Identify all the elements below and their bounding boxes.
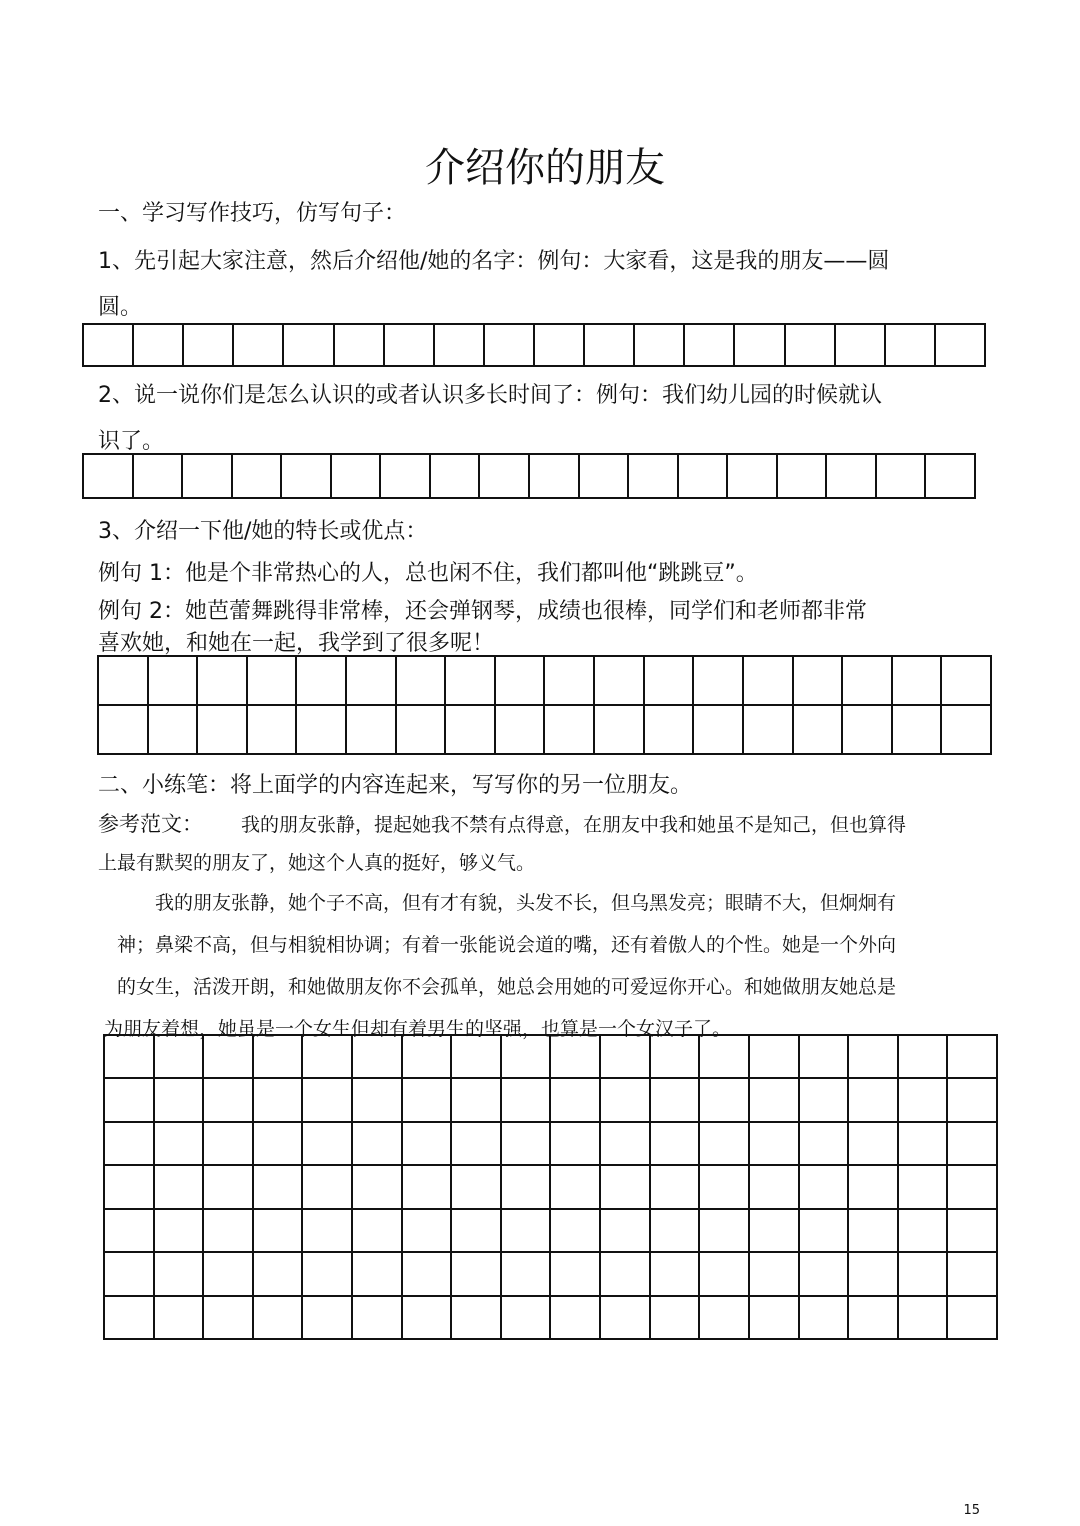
item2-text-cont: 识了。 [98, 429, 165, 454]
grid-cell[interactable] [403, 1253, 453, 1296]
grid-cell[interactable] [694, 706, 744, 755]
grid-cell[interactable] [750, 1079, 800, 1122]
grid-cell[interactable] [585, 325, 635, 367]
grid-cell[interactable] [843, 706, 893, 755]
grid-cell[interactable] [936, 325, 986, 367]
grid-cell[interactable] [353, 1166, 403, 1209]
grid-cell[interactable] [778, 455, 828, 499]
grid-cell[interactable] [651, 1036, 701, 1079]
grid-cell[interactable] [381, 455, 431, 499]
grid-cell[interactable] [105, 1210, 155, 1253]
grid-cell[interactable] [234, 325, 284, 367]
grid-cell[interactable] [431, 455, 481, 499]
grid-cell[interactable] [886, 325, 936, 367]
grid-cell[interactable] [899, 1166, 949, 1209]
grid-cell[interactable] [303, 1210, 353, 1253]
grid-cell[interactable] [700, 1253, 750, 1296]
grid-cell[interactable] [284, 325, 334, 367]
grid-cell[interactable] [254, 1079, 304, 1122]
grid-cell[interactable] [502, 1166, 552, 1209]
grid-cell[interactable] [496, 706, 546, 755]
grid-cell[interactable] [485, 325, 535, 367]
grid-cell[interactable] [452, 1166, 502, 1209]
grid-cell[interactable] [502, 1123, 552, 1166]
grid-cell[interactable] [651, 1166, 701, 1209]
grid-cell[interactable] [899, 1253, 949, 1296]
sample-paragraph-line: 的女生，活泼开朗，和她做朋友你不会孤单，她总会用她的可爱逗你开心。和她做朋友她总是 [117, 976, 897, 998]
grid-cell[interactable] [303, 1079, 353, 1122]
grid-cell[interactable] [502, 1079, 552, 1122]
grid-cell[interactable] [849, 1036, 899, 1079]
grid-cell[interactable] [403, 1036, 453, 1079]
grid-cell[interactable] [800, 1036, 850, 1079]
grid-cell[interactable] [297, 706, 347, 755]
grid-cell[interactable] [551, 1297, 601, 1340]
grid-cell[interactable] [452, 1210, 502, 1253]
grid-cell[interactable] [700, 1079, 750, 1122]
grid-cell[interactable] [750, 1210, 800, 1253]
grid-cell[interactable] [385, 325, 435, 367]
grid-cell[interactable] [694, 657, 744, 706]
grid-cell[interactable] [601, 1210, 651, 1253]
grid-cell[interactable] [601, 1297, 651, 1340]
grid-cell[interactable] [601, 1079, 651, 1122]
grid-cell[interactable] [303, 1123, 353, 1166]
grid-cell[interactable] [750, 1166, 800, 1209]
grid-cell[interactable] [849, 1210, 899, 1253]
grid-cell[interactable] [948, 1253, 998, 1296]
grid-cell[interactable] [502, 1036, 552, 1079]
grid-cell[interactable] [942, 657, 992, 706]
grid-cell[interactable] [403, 1079, 453, 1122]
grid-cell[interactable] [155, 1297, 205, 1340]
grid-cell[interactable] [204, 1036, 254, 1079]
grid-cell[interactable] [948, 1036, 998, 1079]
grid-cell[interactable] [728, 455, 778, 499]
grid-cell[interactable] [651, 1079, 701, 1122]
grid-cell[interactable] [893, 706, 943, 755]
grid-cell[interactable] [700, 1036, 750, 1079]
grid-cell[interactable] [204, 1123, 254, 1166]
grid-cell[interactable] [353, 1079, 403, 1122]
grid-cell[interactable] [204, 1297, 254, 1340]
grid-cell[interactable] [452, 1123, 502, 1166]
grid-cell[interactable] [601, 1123, 651, 1166]
grid-cell[interactable] [403, 1210, 453, 1253]
grid-cell[interactable] [800, 1166, 850, 1209]
grid-cell[interactable] [551, 1210, 601, 1253]
grid-cell[interactable] [744, 657, 794, 706]
grid-cell[interactable] [303, 1166, 353, 1209]
grid-cell[interactable] [750, 1123, 800, 1166]
grid-cell[interactable] [551, 1036, 601, 1079]
grid-cell[interactable] [899, 1123, 949, 1166]
grid-cell[interactable] [84, 455, 134, 499]
grid-cell[interactable] [347, 706, 397, 755]
grid-cell[interactable] [629, 455, 679, 499]
grid-cell[interactable] [353, 1036, 403, 1079]
grid-cell[interactable] [204, 1166, 254, 1209]
grid-cell[interactable] [595, 657, 645, 706]
item3-example-2-cont: 喜欢她，和她在一起，我学到了很多呢！ [98, 631, 495, 656]
grid-cell[interactable] [794, 706, 844, 755]
grid-cell[interactable] [353, 1297, 403, 1340]
grid-cell[interactable] [601, 1253, 651, 1296]
grid-cell[interactable] [700, 1123, 750, 1166]
grid-cell[interactable] [105, 1253, 155, 1296]
grid-cell[interactable] [105, 1123, 155, 1166]
grid-cell[interactable] [335, 325, 385, 367]
grid-cell[interactable] [155, 1210, 205, 1253]
writing-grid-2[interactable] [82, 453, 976, 499]
grid-cell[interactable] [403, 1166, 453, 1209]
grid-cell[interactable] [700, 1166, 750, 1209]
grid-cell[interactable] [849, 1253, 899, 1296]
grid-cell[interactable] [948, 1123, 998, 1166]
grid-cell[interactable] [254, 1123, 304, 1166]
grid-cell[interactable] [84, 325, 134, 367]
grid-cell[interactable] [849, 1123, 899, 1166]
grid-cell[interactable] [942, 706, 992, 755]
grid-cell[interactable] [204, 1210, 254, 1253]
grid-cell[interactable] [303, 1253, 353, 1296]
item3-heading: 3、介绍一下他/她的特长或优点： [98, 519, 428, 544]
grid-cell[interactable] [948, 1166, 998, 1209]
grid-cell[interactable] [651, 1210, 701, 1253]
item3-example-2: 例句 2：她芭蕾舞跳得非常棒，还会弹钢琴，成绩也很棒，同学们和老师都非常 [98, 599, 867, 624]
sample-paragraph-line: 为朋友着想，她虽是一个女生但却有着男生的坚强，也算是一个女汉子了。 [104, 1018, 732, 1040]
writing-grid-3[interactable] [97, 655, 992, 755]
section1-heading: 一、学习写作技巧，仿写句子： [98, 201, 407, 226]
grid-cell[interactable] [452, 1253, 502, 1296]
grid-cell[interactable] [827, 455, 877, 499]
grid-cell[interactable] [679, 455, 729, 499]
grid-cell[interactable] [353, 1123, 403, 1166]
grid-cell[interactable] [700, 1297, 750, 1340]
grid-cell[interactable] [480, 455, 530, 499]
grid-cell[interactable] [545, 657, 595, 706]
grid-cell[interactable] [282, 455, 332, 499]
grid-cell[interactable] [452, 1036, 502, 1079]
grid-cell[interactable] [651, 1123, 701, 1166]
grid-cell[interactable] [297, 657, 347, 706]
grid-cell[interactable] [735, 325, 785, 367]
grid-cell[interactable] [452, 1297, 502, 1340]
grid-cell[interactable] [198, 706, 248, 755]
writing-grid-4[interactable] [103, 1034, 998, 1340]
grid-cell[interactable] [134, 325, 184, 367]
grid-cell[interactable] [926, 455, 976, 499]
grid-cell[interactable] [849, 1166, 899, 1209]
grid-cell[interactable] [155, 1253, 205, 1296]
grid-cell[interactable] [155, 1123, 205, 1166]
grid-cell[interactable] [685, 325, 735, 367]
grid-cell[interactable] [105, 1297, 155, 1340]
grid-cell[interactable] [446, 706, 496, 755]
grid-cell[interactable] [750, 1036, 800, 1079]
grid-cell[interactable] [184, 325, 234, 367]
grid-cell[interactable] [800, 1253, 850, 1296]
grid-cell[interactable] [248, 657, 298, 706]
grid-cell[interactable] [254, 1210, 304, 1253]
grid-cell[interactable] [149, 657, 199, 706]
grid-cell[interactable] [353, 1210, 403, 1253]
section2-heading: 二、小练笔：将上面学的内容连起来，写写你的另一位朋友。 [98, 773, 693, 798]
grid-cell[interactable] [99, 706, 149, 755]
sample-paragraph-line: 神；鼻梁不高，但与相貌相协调；有着一张能说会道的嘴，还有着傲人的个性。她是一个外向 [117, 934, 897, 956]
grid-cell[interactable] [700, 1210, 750, 1253]
grid-cell[interactable] [204, 1079, 254, 1122]
grid-cell[interactable] [601, 1036, 651, 1079]
grid-cell[interactable] [899, 1297, 949, 1340]
grid-cell[interactable] [397, 657, 447, 706]
grid-cell[interactable] [303, 1297, 353, 1340]
item3-example-1: 例句 1：他是个非常热心的人，总也闲不住，我们都叫他“跳跳豆”。 [98, 561, 758, 586]
grid-cell[interactable] [551, 1079, 601, 1122]
grid-cell[interactable] [332, 455, 382, 499]
grid-cell[interactable] [948, 1297, 998, 1340]
sample-label: 参考范文： [98, 812, 203, 836]
grid-cell[interactable] [744, 706, 794, 755]
grid-cell[interactable] [403, 1297, 453, 1340]
grid-cell[interactable] [635, 325, 685, 367]
grid-cell[interactable] [183, 455, 233, 499]
writing-grid-1[interactable] [82, 323, 986, 367]
grid-cell[interactable] [535, 325, 585, 367]
grid-cell[interactable] [786, 325, 836, 367]
grid-cell[interactable] [645, 706, 695, 755]
grid-cell[interactable] [155, 1079, 205, 1122]
grid-cell[interactable] [99, 657, 149, 706]
grid-cell[interactable] [530, 455, 580, 499]
grid-cell[interactable] [595, 706, 645, 755]
grid-cell[interactable] [254, 1036, 304, 1079]
grid-cell[interactable] [149, 706, 199, 755]
grid-cell[interactable] [254, 1166, 304, 1209]
grid-cell[interactable] [204, 1253, 254, 1296]
grid-cell[interactable] [254, 1253, 304, 1296]
grid-cell[interactable] [551, 1253, 601, 1296]
grid-cell[interactable] [353, 1253, 403, 1296]
grid-cell[interactable] [645, 657, 695, 706]
grid-cell[interactable] [254, 1297, 304, 1340]
grid-cell[interactable] [496, 657, 546, 706]
grid-cell[interactable] [105, 1166, 155, 1209]
grid-cell[interactable] [198, 657, 248, 706]
grid-cell[interactable] [899, 1036, 949, 1079]
grid-cell[interactable] [849, 1297, 899, 1340]
page-number: 15 [963, 1503, 980, 1518]
grid-cell[interactable] [446, 657, 496, 706]
grid-cell[interactable] [233, 455, 283, 499]
page-title: 介绍你的朋友 [425, 145, 665, 191]
grid-cell[interactable] [899, 1079, 949, 1122]
grid-cell[interactable] [948, 1210, 998, 1253]
grid-cell[interactable] [899, 1210, 949, 1253]
grid-cell[interactable] [403, 1123, 453, 1166]
grid-cell[interactable] [134, 455, 184, 499]
grid-cell[interactable] [347, 657, 397, 706]
grid-cell[interactable] [551, 1166, 601, 1209]
grid-cell[interactable] [800, 1297, 850, 1340]
grid-cell[interactable] [105, 1079, 155, 1122]
grid-cell[interactable] [502, 1253, 552, 1296]
item1-text: 1、先引起大家注意，然后介绍他/她的名字：例句：大家看，这是我的朋友——圆 [98, 249, 890, 274]
grid-cell[interactable] [843, 657, 893, 706]
grid-cell[interactable] [502, 1297, 552, 1340]
grid-cell[interactable] [545, 706, 595, 755]
grid-cell[interactable] [435, 325, 485, 367]
grid-cell[interactable] [502, 1210, 552, 1253]
grid-cell[interactable] [601, 1166, 651, 1209]
grid-cell[interactable] [580, 455, 630, 499]
sample-text: 我的朋友张静，提起她我不禁有点得意，在朋友中我和她虽不是知己，但也算得 [241, 814, 907, 836]
grid-cell[interactable] [651, 1253, 701, 1296]
grid-cell[interactable] [800, 1123, 850, 1166]
grid-cell[interactable] [800, 1210, 850, 1253]
item1-text-cont: 圆。 [98, 295, 143, 320]
grid-cell[interactable] [948, 1079, 998, 1122]
grid-cell[interactable] [452, 1079, 502, 1122]
grid-cell[interactable] [155, 1166, 205, 1209]
grid-cell[interactable] [849, 1079, 899, 1122]
item2-text: 2、说一说你们是怎么认识的或者认识多长时间了：例句：我们幼儿园的时候就认 [98, 383, 882, 408]
grid-cell[interactable] [794, 657, 844, 706]
grid-cell[interactable] [750, 1297, 800, 1340]
grid-cell[interactable] [248, 706, 298, 755]
grid-cell[interactable] [877, 455, 927, 499]
grid-cell[interactable] [750, 1253, 800, 1296]
grid-cell[interactable] [155, 1036, 205, 1079]
grid-cell[interactable] [893, 657, 943, 706]
grid-cell[interactable] [551, 1123, 601, 1166]
grid-cell[interactable] [836, 325, 886, 367]
grid-cell[interactable] [105, 1036, 155, 1079]
grid-cell[interactable] [800, 1079, 850, 1122]
sample-paragraph-line: 我的朋友张静，她个子不高，但有才有貌，头发不长，但乌黑发亮；眼睛不大，但炯炯有 [155, 892, 897, 914]
grid-cell[interactable] [303, 1036, 353, 1079]
sample-text-cont: 上最有默契的朋友了，她这个人真的挺好，够义气。 [98, 852, 536, 874]
grid-cell[interactable] [397, 706, 447, 755]
grid-cell[interactable] [651, 1297, 701, 1340]
